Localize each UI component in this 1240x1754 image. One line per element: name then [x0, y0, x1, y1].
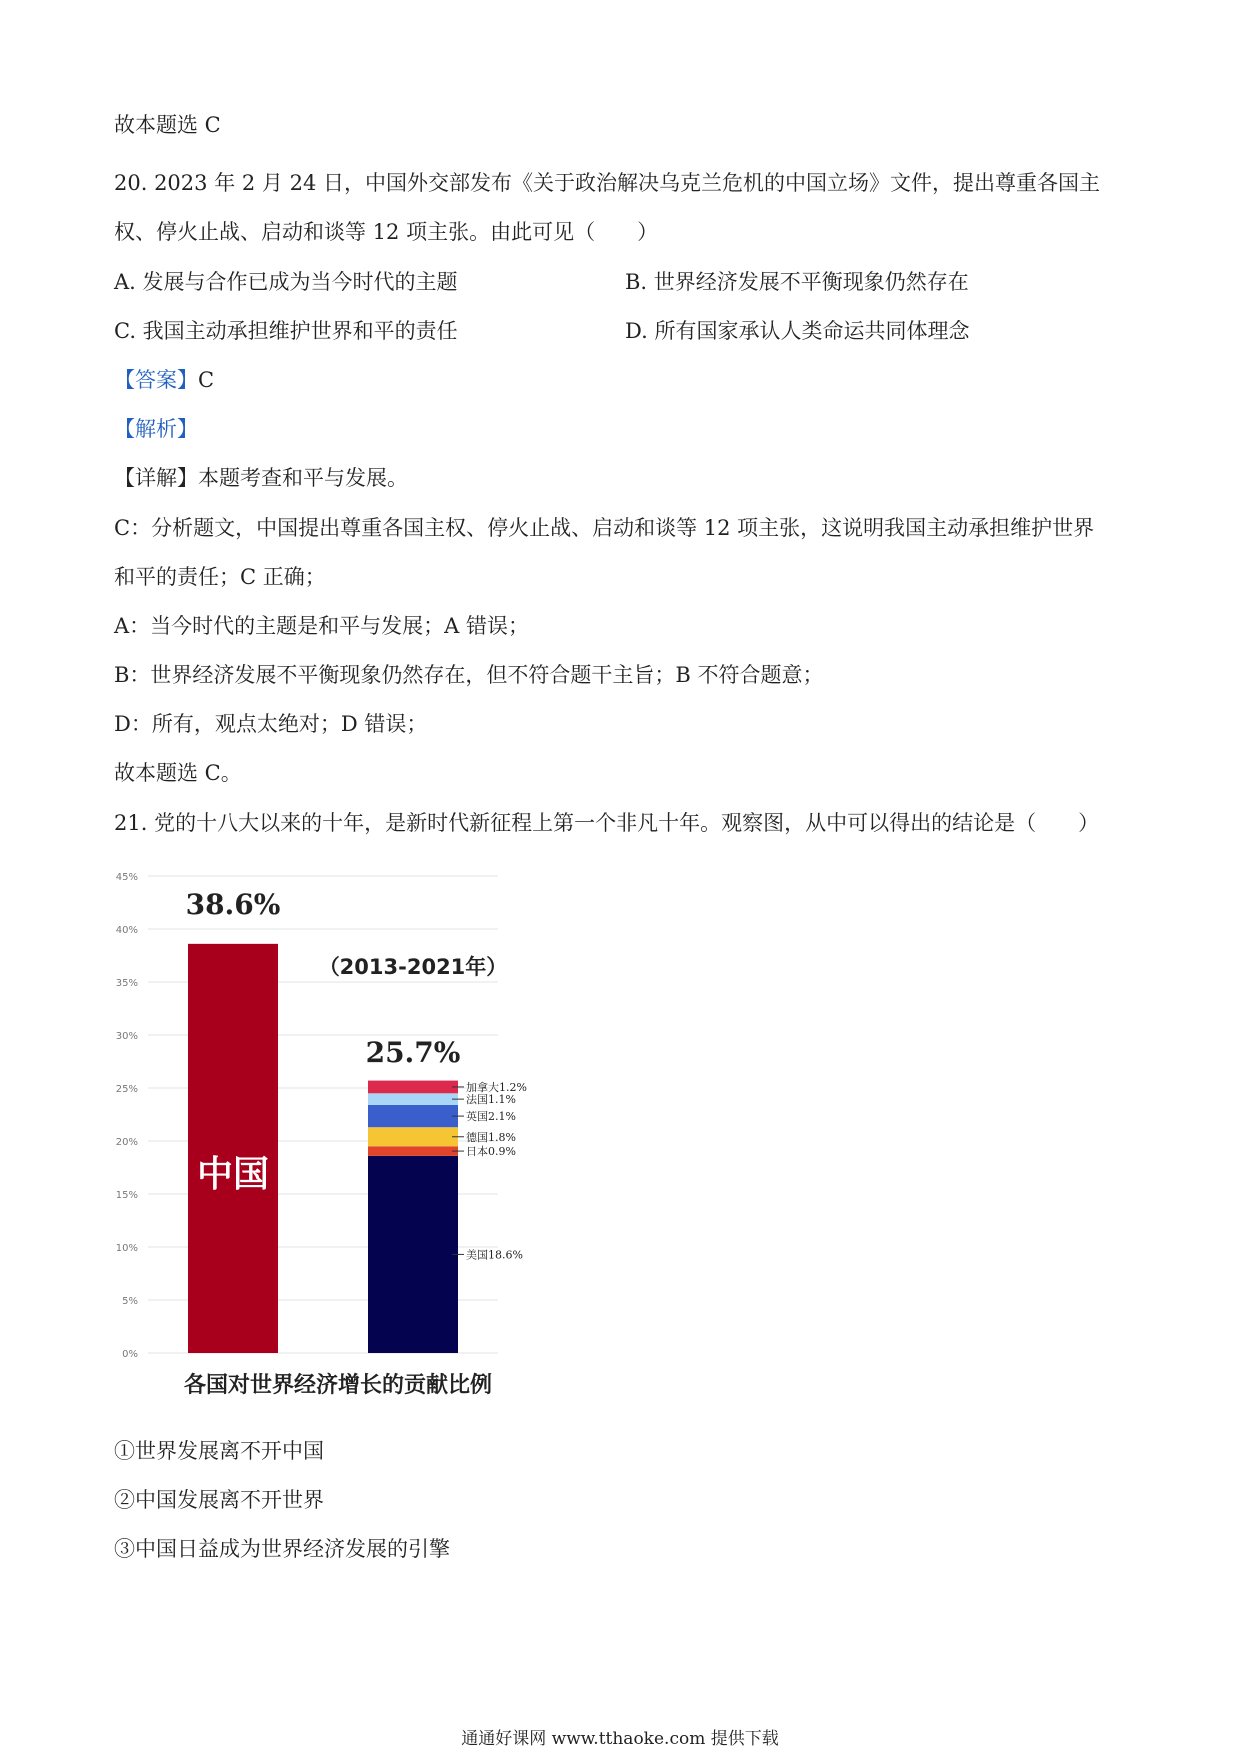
stack-segment — [368, 1105, 458, 1127]
chart-subtitle: （2013-2021年） — [318, 955, 508, 979]
y-tick-label: 25% — [115, 1084, 138, 1095]
others-total-label: 25.7% — [365, 1036, 461, 1069]
option-a: A. 发展与合作已成为当今时代的主题 — [114, 270, 458, 294]
explain-c-line2: 和平的责任；C 正确； — [114, 565, 326, 589]
china-value-label: 38.6% — [185, 888, 281, 921]
statement-1: ①世界发展离不开中国 — [114, 1439, 324, 1463]
y-tick-label: 0% — [122, 1349, 138, 1360]
y-tick-label: 20% — [115, 1137, 138, 1148]
question-21: 21. 党的十八大以来的十年，是新时代新征程上第一个非凡十年。观察图，从中可以得出的结论是（ ） — [114, 811, 1100, 835]
segment-label: 英国2.1% — [466, 1110, 516, 1124]
explain-b: B：世界经济发展不平衡现象仍然存在，但不符合题干主旨；B 不符合题意； — [114, 663, 824, 687]
line-conclusion-19: 故本题选 C — [114, 113, 221, 137]
contribution-chart — [108, 866, 548, 1406]
page-footer: 通通好课网 www.tthaoke.com 提供下载 — [461, 1729, 779, 1749]
option-b: B. 世界经济发展不平衡现象仍然存在 — [625, 270, 969, 294]
stack-segment — [368, 1146, 458, 1156]
china-bar-label: 中国 — [196, 1153, 270, 1195]
statement-2: ②中国发展离不开世界 — [114, 1488, 324, 1512]
stack-segment — [368, 1127, 458, 1146]
chart-title: 各国对世界经济增长的贡献比例 — [183, 1373, 493, 1398]
segment-label: 法国1.1% — [466, 1093, 516, 1107]
y-tick-label: 5% — [122, 1296, 138, 1307]
segment-label: 日本0.9% — [466, 1145, 516, 1159]
y-tick-label: 15% — [115, 1190, 138, 1201]
question-20-line2: 权、停火止战、启动和谈等 12 项主张。由此可见（ ） — [114, 220, 659, 244]
question-20-line1: 20. 2023 年 2 月 24 日，中国外交部发布《关于政治解决乌克兰危机的中国立场》文件，提出尊重各国主 — [114, 171, 1100, 195]
segment-label: 加拿大1.2% — [466, 1080, 527, 1094]
statement-3: ③中国日益成为世界经济发展的引擎 — [114, 1537, 450, 1561]
y-tick-label: 30% — [115, 1031, 138, 1042]
option-c: C. 我国主动承担维护世界和平的责任 — [114, 319, 458, 343]
explain-a: A：当今时代的主题是和平与发展；A 错误； — [114, 614, 530, 638]
china-bar — [188, 944, 278, 1353]
y-tick-label: 10% — [115, 1243, 138, 1254]
analysis-tag: 【解析】 — [114, 417, 198, 441]
answer-line — [114, 365, 214, 395]
answer-tag: 【答案】 — [114, 368, 198, 392]
stack-segment — [368, 1156, 458, 1353]
detail-line: 【详解】本题考查和平与发展。 — [114, 466, 408, 490]
chart-bars — [188, 944, 458, 1353]
line-conclusion-20: 故本题选 C。 — [114, 761, 242, 785]
segment-label: 德国1.8% — [466, 1130, 516, 1144]
option-d: D. 所有国家承认人类命运共同体理念 — [625, 319, 970, 343]
chart-labels — [452, 1080, 527, 1261]
stack-segment — [368, 1093, 458, 1105]
chart-y-axis — [116, 872, 138, 1360]
answer-value: C — [198, 368, 215, 392]
stack-segment — [368, 1081, 458, 1094]
segment-label: 美国18.6% — [466, 1248, 523, 1262]
explain-c-line1: C：分析题文，中国提出尊重各国主权、停火止战、启动和谈等 12 项主张，这说明我国主动承担维护世界 — [114, 516, 1095, 540]
y-tick-label: 35% — [115, 978, 138, 989]
explain-d: D：所有，观点太绝对；D 错误； — [114, 712, 428, 736]
y-tick-label: 40% — [115, 925, 138, 936]
y-tick-label: 45% — [115, 872, 138, 883]
